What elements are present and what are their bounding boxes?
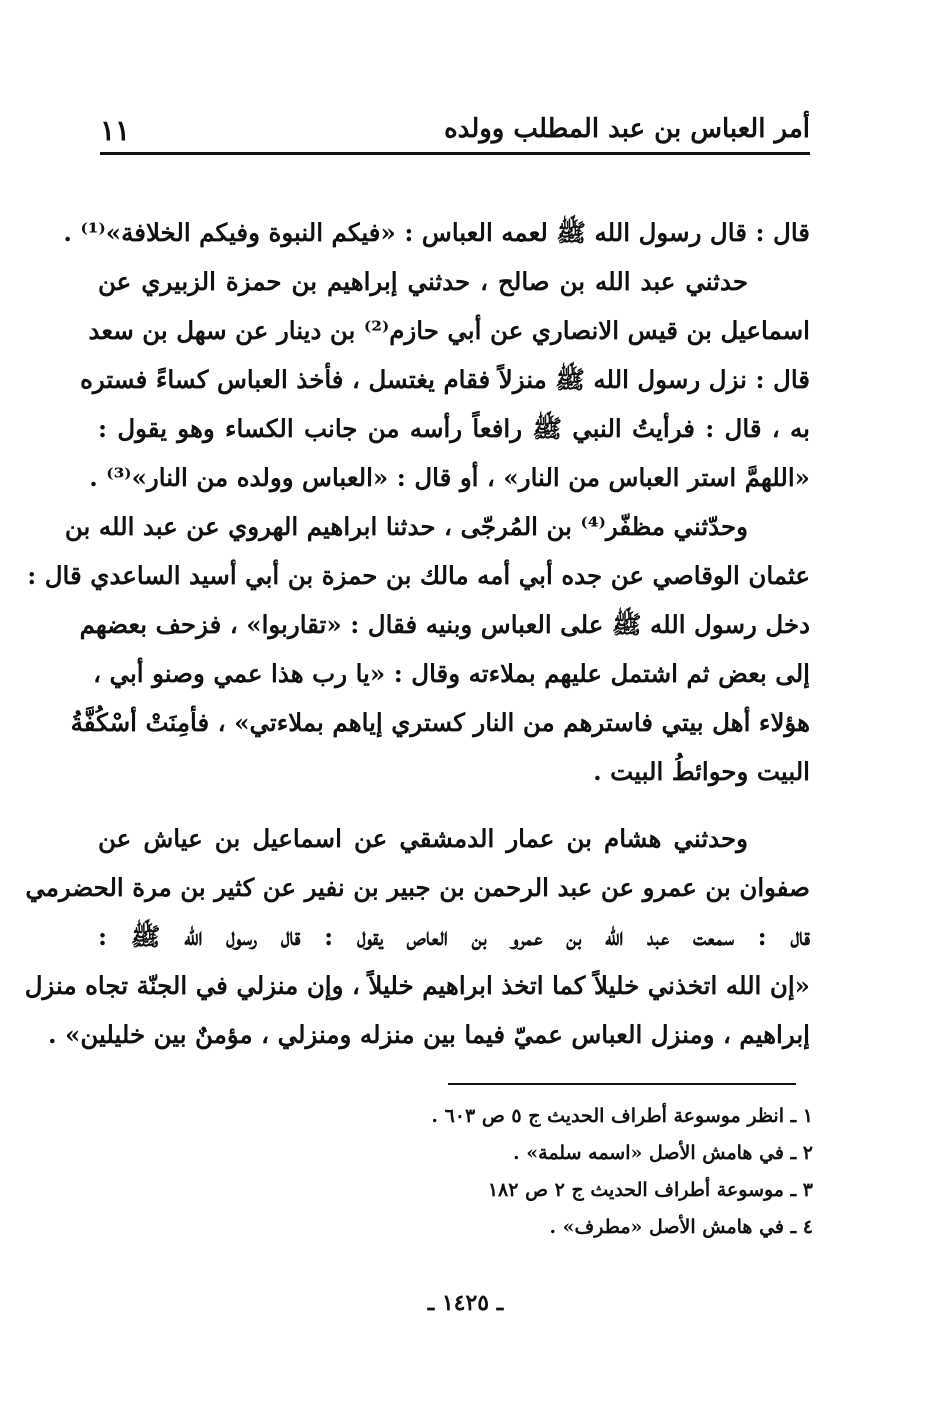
text-line: «إن الله اتخذني خليلاً كما اتخذ ابراهيم خليلاً ، وإن منزلي في الجنّة تجاه منزل [24, 971, 810, 1000]
header-title: أمر العباس بن عبد المطلب وولده [444, 114, 810, 144]
main-text [24, 208, 810, 1059]
folio-page-number: ـ ١٤٢٥ ـ [427, 1290, 504, 1316]
text-line: قال : قال رسول الله ﷺ لعمه العباس : «فيكم النبوة وفيكم الخلافة»⁽¹⁾ . [63, 218, 810, 247]
text-line: إبراهيم ، ومنزل العباس عميّ فيما بين منزله ومنزلي ، مؤمنٌ بين خليلين» . [47, 1020, 810, 1049]
text-line: هؤلاء أهل بيتي فاسترهم من النار كستري إياهم بملاءتي» ، فأمِنَتْ أسْكُفَّةُ [70, 708, 810, 737]
footnote-rule [448, 1083, 796, 1085]
text-line: عثمان الوقاصي عن جده أبي أمه مالك بن حمزة بن أبي أسيد الساعدي قال : [27, 561, 810, 590]
footnote-item: ٣ ـ موسوعة أطراف الحديث ج ٢ ص ١٨٢ [487, 1179, 813, 1201]
text-line: إلى بعض ثم اشتمل عليهم بملاءته وقال : «يا رب هذا عمي وصنو أبي ، [93, 659, 810, 688]
footnote-item: ٢ ـ في هامش الأصل «اسمه سلمة» . [513, 1142, 813, 1164]
running-header [100, 108, 810, 154]
header-rule [100, 152, 810, 155]
text-line: اسماعيل بن قيس الانصاري عن أبي حازم⁽²⁾ بن دينار عن سهل بن سعد [88, 316, 810, 345]
footnote-item: ٤ ـ في هامش الأصل «مطرف» . [549, 1216, 813, 1238]
text-line: وحدثني هشام بن عمار الدمشقي عن اسماعيل بن عياش عن [98, 824, 748, 853]
text-line: قال : سمعت عبد الله بن عمرو بن العاص يقول : قال رسول الله ﷺ : [98, 922, 810, 951]
text-line: قال : نزل رسول الله ﷺ منزلاً فقام يغتسل ، فأخذ العباس كساءً فستره [80, 365, 810, 394]
text-line: به ، قال : فرأيتُ النبي ﷺ رافعاً رأسه من جانب الكساء وهو يقول : [98, 414, 810, 443]
text-line: البيت وحوائطُ البيت . [593, 757, 810, 786]
text-line: صفوان بن عمرو عن عبد الرحمن بن جبير بن نفير عن كثير بن مرة الحضرمي [25, 873, 810, 902]
text-line: حدثني عبد الله بن صالح ، حدثني إبراهيم بن حمزة الزبيري عن [98, 267, 748, 296]
paragraph-gap [98, 796, 810, 814]
header-page-number: ١١ [100, 114, 131, 147]
text-line: دخل رسول الله ﷺ على العباس وبنيه فقال : «تقاربوا» ، فزحف بعضهم [79, 610, 810, 639]
text-line: وحدّثني مظفّر⁽⁴⁾ بن المُرجّى ، حدثنا ابراهيم الهروي عن عبد الله بن [64, 512, 748, 541]
footnotes [333, 1098, 813, 1246]
footnote-item: ١ ـ انظر موسوعة أطراف الحديث ج ٥ ص ٦٠٣ . [431, 1105, 813, 1127]
text-line: «اللهمَّ استر العباس من النار» ، أو قال : «العباس وولده من النار»⁽³⁾ . [89, 463, 810, 492]
